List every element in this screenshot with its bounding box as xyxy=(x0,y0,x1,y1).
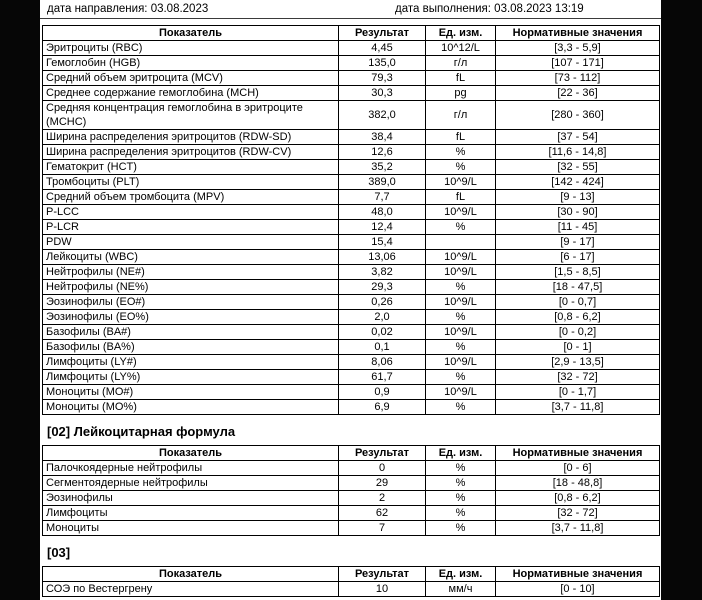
unit: fL xyxy=(426,71,496,86)
indicator-name: Базофилы (BA#) xyxy=(43,325,339,340)
result-value: 10 xyxy=(339,582,426,597)
table-row xyxy=(43,310,660,325)
indicator-name: Лейкоциты (WBC) xyxy=(43,250,339,265)
reference-range: [32 - 72] xyxy=(496,506,660,521)
result-value: 382,0 xyxy=(339,101,426,130)
unit: 10^9/L xyxy=(426,175,496,190)
table-row xyxy=(43,56,660,71)
column-header: Показатель xyxy=(43,446,339,461)
unit: % xyxy=(426,340,496,355)
referral-date: дата направления: 03.08.2023 xyxy=(47,3,209,15)
reference-range: [1,5 - 8,5] xyxy=(496,265,660,280)
table-row xyxy=(43,101,660,130)
indicator-name: Гемоглобин (HGB) xyxy=(43,56,339,71)
table-row xyxy=(43,145,660,160)
unit: fL xyxy=(426,130,496,145)
result-value: 389,0 xyxy=(339,175,426,190)
indicator-name: Лимфоциты (LY%) xyxy=(43,370,339,385)
indicator-name: СОЭ по Вестергрену xyxy=(43,582,339,597)
table-row xyxy=(43,461,660,476)
result-value: 30,3 xyxy=(339,86,426,101)
table-row xyxy=(43,190,660,205)
reference-range: [0 - 10] xyxy=(496,582,660,597)
section-title-03: [03] xyxy=(47,545,71,560)
unit: г/л xyxy=(426,101,496,130)
indicator-name: Эозинофилы (EO%) xyxy=(43,310,339,325)
reference-range: [3,3 - 5,9] xyxy=(496,41,660,56)
unit: % xyxy=(426,160,496,175)
indicator-name: Эозинофилы xyxy=(43,491,339,506)
unit: fL xyxy=(426,190,496,205)
indicator-name: Эозинофилы (EO#) xyxy=(43,295,339,310)
reference-range: [0 - 1] xyxy=(496,340,660,355)
reference-range: [0 - 0,2] xyxy=(496,325,660,340)
indicator-name: Средняя концентрация гемоглобина в эритроците (MCHC) xyxy=(43,101,339,130)
lab-report-page xyxy=(40,0,661,600)
indicator-name: Средний объем эритроцита (MCV) xyxy=(43,71,339,86)
unit: % xyxy=(426,370,496,385)
table-row xyxy=(43,506,660,521)
result-value: 35,2 xyxy=(339,160,426,175)
table-row xyxy=(43,235,660,250)
unit: % xyxy=(426,476,496,491)
reference-range: [32 - 55] xyxy=(496,160,660,175)
indicator-name: Моноциты (MO%) xyxy=(43,400,339,415)
result-value: 0,1 xyxy=(339,340,426,355)
unit: % xyxy=(426,491,496,506)
result-value: 6,9 xyxy=(339,400,426,415)
result-value: 29,3 xyxy=(339,280,426,295)
table-row xyxy=(43,160,660,175)
table-row xyxy=(43,370,660,385)
column-header: Результат xyxy=(339,567,426,582)
indicator-name: Нейтрофилы (NE%) xyxy=(43,280,339,295)
result-value: 29 xyxy=(339,476,426,491)
column-header: Результат xyxy=(339,446,426,461)
table-row xyxy=(43,250,660,265)
column-header: Результат xyxy=(339,26,426,41)
result-value: 7,7 xyxy=(339,190,426,205)
column-header: Показатель xyxy=(43,567,339,582)
reference-range: [0 - 1,7] xyxy=(496,385,660,400)
indicator-name: Ширина распределения эритроцитов (RDW-CV) xyxy=(43,145,339,160)
indicator-name: Лимфоциты xyxy=(43,506,339,521)
header-divider xyxy=(40,18,661,19)
unit: % xyxy=(426,521,496,536)
reference-range: [0,8 - 6,2] xyxy=(496,491,660,506)
result-value: 0,02 xyxy=(339,325,426,340)
indicator-name: Среднее содержание гемоглобина (MCH) xyxy=(43,86,339,101)
table-row xyxy=(43,400,660,415)
table-row xyxy=(43,205,660,220)
table-row xyxy=(43,385,660,400)
unit: % xyxy=(426,461,496,476)
indicator-name: PDW xyxy=(43,235,339,250)
reference-range: [18 - 47,5] xyxy=(496,280,660,295)
result-value: 8,06 xyxy=(339,355,426,370)
column-header: Ед. изм. xyxy=(426,567,496,582)
result-value: 0,26 xyxy=(339,295,426,310)
leukocyte-formula-body xyxy=(43,461,660,536)
unit: % xyxy=(426,145,496,160)
indicator-name: Палочкоядерные нейтрофилы xyxy=(43,461,339,476)
reference-range: [2,9 - 13,5] xyxy=(496,355,660,370)
result-value: 48,0 xyxy=(339,205,426,220)
result-value: 3,82 xyxy=(339,265,426,280)
reference-range: [280 - 360] xyxy=(496,101,660,130)
reference-range: [9 - 17] xyxy=(496,235,660,250)
result-value: 61,7 xyxy=(339,370,426,385)
reference-range: [3,7 - 11,8] xyxy=(496,400,660,415)
unit: 10^9/L xyxy=(426,250,496,265)
leukocyte-formula-table xyxy=(42,445,660,536)
esr-table xyxy=(42,566,660,597)
unit: мм/ч xyxy=(426,582,496,597)
column-header: Нормативные значения xyxy=(496,446,660,461)
column-header: Ед. изм. xyxy=(426,26,496,41)
table-row xyxy=(43,340,660,355)
unit xyxy=(426,235,496,250)
result-value: 38,4 xyxy=(339,130,426,145)
reference-range: [0,8 - 6,2] xyxy=(496,310,660,325)
table-row xyxy=(43,130,660,145)
section-title-leukocyte-formula: [02] Лейкоцитарная формула xyxy=(47,424,236,439)
reference-range: [0 - 6] xyxy=(496,461,660,476)
cbc-results-table xyxy=(42,25,660,415)
dates-row xyxy=(40,0,661,18)
unit: % xyxy=(426,506,496,521)
unit: % xyxy=(426,280,496,295)
unit: % xyxy=(426,310,496,325)
reference-range: [142 - 424] xyxy=(496,175,660,190)
indicator-name: Моноциты xyxy=(43,521,339,536)
indicator-name: P-LCR xyxy=(43,220,339,235)
indicator-name: P-LCC xyxy=(43,205,339,220)
reference-range: [37 - 54] xyxy=(496,130,660,145)
column-header: Нормативные значения xyxy=(496,26,660,41)
result-value: 135,0 xyxy=(339,56,426,71)
indicator-name: Нейтрофилы (NE#) xyxy=(43,265,339,280)
reference-range: [3,7 - 11,8] xyxy=(496,521,660,536)
indicator-name: Ширина распределения эритроцитов (RDW-SD) xyxy=(43,130,339,145)
reference-range: [30 - 90] xyxy=(496,205,660,220)
result-value: 2 xyxy=(339,491,426,506)
reference-range: [18 - 48,8] xyxy=(496,476,660,491)
result-value: 15,4 xyxy=(339,235,426,250)
table-row xyxy=(43,476,660,491)
result-value: 79,3 xyxy=(339,71,426,86)
result-value: 7 xyxy=(339,521,426,536)
reference-range: [11 - 45] xyxy=(496,220,660,235)
table-row xyxy=(43,175,660,190)
unit: 10^9/L xyxy=(426,205,496,220)
result-value: 0,9 xyxy=(339,385,426,400)
cbc-results-body xyxy=(43,41,660,415)
reference-range: [0 - 0,7] xyxy=(496,295,660,310)
result-value: 2,0 xyxy=(339,310,426,325)
table-row xyxy=(43,325,660,340)
table-row xyxy=(43,295,660,310)
table-row xyxy=(43,582,660,597)
result-value: 4,45 xyxy=(339,41,426,56)
unit: % xyxy=(426,220,496,235)
table-row xyxy=(43,41,660,56)
table-row xyxy=(43,521,660,536)
reference-range: [9 - 13] xyxy=(496,190,660,205)
table-row xyxy=(43,71,660,86)
completion-date: дата выполнения: 03.08.2023 13:19 xyxy=(395,3,584,15)
column-header: Ед. изм. xyxy=(426,446,496,461)
reference-range: [73 - 112] xyxy=(496,71,660,86)
unit: 10^9/L xyxy=(426,295,496,310)
unit: 10^9/L xyxy=(426,355,496,370)
unit: pg xyxy=(426,86,496,101)
indicator-name: Эритроциты (RBC) xyxy=(43,41,339,56)
unit: 10^9/L xyxy=(426,265,496,280)
reference-range: [32 - 72] xyxy=(496,370,660,385)
reference-range: [11,6 - 14,8] xyxy=(496,145,660,160)
unit: 10^12/L xyxy=(426,41,496,56)
result-value: 0 xyxy=(339,461,426,476)
reference-range: [6 - 17] xyxy=(496,250,660,265)
unit: % xyxy=(426,400,496,415)
reference-range: [22 - 36] xyxy=(496,86,660,101)
column-header: Показатель xyxy=(43,26,339,41)
table-row xyxy=(43,265,660,280)
table-row xyxy=(43,86,660,101)
column-header: Нормативные значения xyxy=(496,567,660,582)
indicator-name: Тромбоциты (PLT) xyxy=(43,175,339,190)
result-value: 12,4 xyxy=(339,220,426,235)
table-row xyxy=(43,220,660,235)
reference-range: [107 - 171] xyxy=(496,56,660,71)
esr-body xyxy=(43,582,660,597)
result-value: 13,06 xyxy=(339,250,426,265)
table-row xyxy=(43,280,660,295)
unit: 10^9/L xyxy=(426,325,496,340)
indicator-name: Базофилы (BA%) xyxy=(43,340,339,355)
unit: г/л xyxy=(426,56,496,71)
result-value: 62 xyxy=(339,506,426,521)
indicator-name: Лимфоциты (LY#) xyxy=(43,355,339,370)
table-header-row xyxy=(43,567,660,582)
unit: 10^9/L xyxy=(426,385,496,400)
indicator-name: Средний объем тромбоцита (MPV) xyxy=(43,190,339,205)
result-value: 12,6 xyxy=(339,145,426,160)
indicator-name: Моноциты (MO#) xyxy=(43,385,339,400)
indicator-name: Гематокрит (HCT) xyxy=(43,160,339,175)
table-row xyxy=(43,491,660,506)
indicator-name: Сегментоядерные нейтрофилы xyxy=(43,476,339,491)
table-header-row xyxy=(43,26,660,41)
table-header-row xyxy=(43,446,660,461)
table-row xyxy=(43,355,660,370)
